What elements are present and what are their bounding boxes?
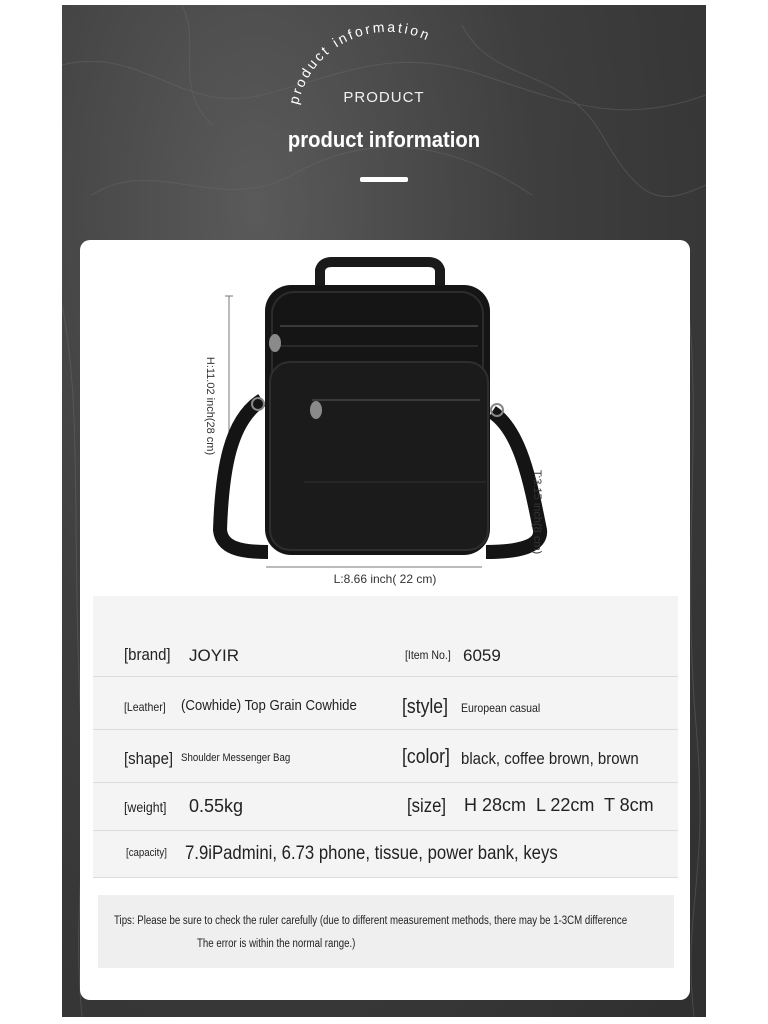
- thickness-dimension: T:3.15 inch(8 cm): [531, 469, 543, 555]
- page-title: product information: [287, 127, 481, 152]
- spec-row-leather: [93, 677, 678, 730]
- height-dimension: H:11.02 inch(28 cm): [204, 356, 216, 456]
- capacity-value: 7.9iPadmini, 6.73 phone, tissue, power bank, keys: [185, 843, 558, 864]
- spec-row-weight: [93, 783, 678, 831]
- weight-label: [weight]: [124, 799, 167, 815]
- color-value: black, coffee brown, brown: [461, 749, 639, 768]
- shape-value: Shoulder Messenger Bag: [181, 752, 291, 764]
- style-value: European casual: [461, 701, 541, 715]
- shape-label: [shape]: [124, 749, 174, 768]
- spec-row-shape: [93, 730, 678, 783]
- size-label: [size]: [407, 796, 447, 817]
- tips-line-2: The error is within the normal range.): [197, 938, 356, 950]
- spec-row-capacity: [93, 831, 678, 878]
- color-label: [color]: [402, 746, 450, 768]
- length-dimension: L:8.66 inch( 22 cm): [333, 572, 437, 586]
- tips-box: [98, 895, 674, 968]
- brand-value: JOYIR: [189, 646, 240, 665]
- curved-heading-text: product information: [285, 18, 434, 106]
- size-thickness: T 8cm: [604, 795, 654, 815]
- spec-row-brand: [93, 596, 678, 677]
- product-word: PRODUCT: [343, 89, 425, 106]
- weight-value: 0.55kg: [189, 796, 244, 816]
- front-pocket: [270, 362, 488, 550]
- zipper-pull-top: [269, 334, 281, 352]
- item-label: [Item No.]: [405, 648, 451, 662]
- leather-label: [Leather]: [124, 700, 166, 714]
- size-height: H 28cm: [464, 795, 527, 815]
- brand-label: [brand]: [124, 645, 171, 664]
- zipper-pull-pocket: [310, 401, 322, 419]
- capacity-label: [capacity]: [126, 847, 167, 859]
- size-length: L 22cm: [536, 795, 595, 815]
- spec-table: [93, 596, 678, 878]
- tips-line-1: Tips: Please be sure to check the ruler carefully (due to different measurement methods, there may be 1-3CM difference: [114, 915, 628, 927]
- style-label: [style]: [402, 696, 448, 718]
- item-value: 6059: [463, 646, 501, 665]
- leather-value: (Cowhide) Top Grain Cowhide: [181, 697, 357, 714]
